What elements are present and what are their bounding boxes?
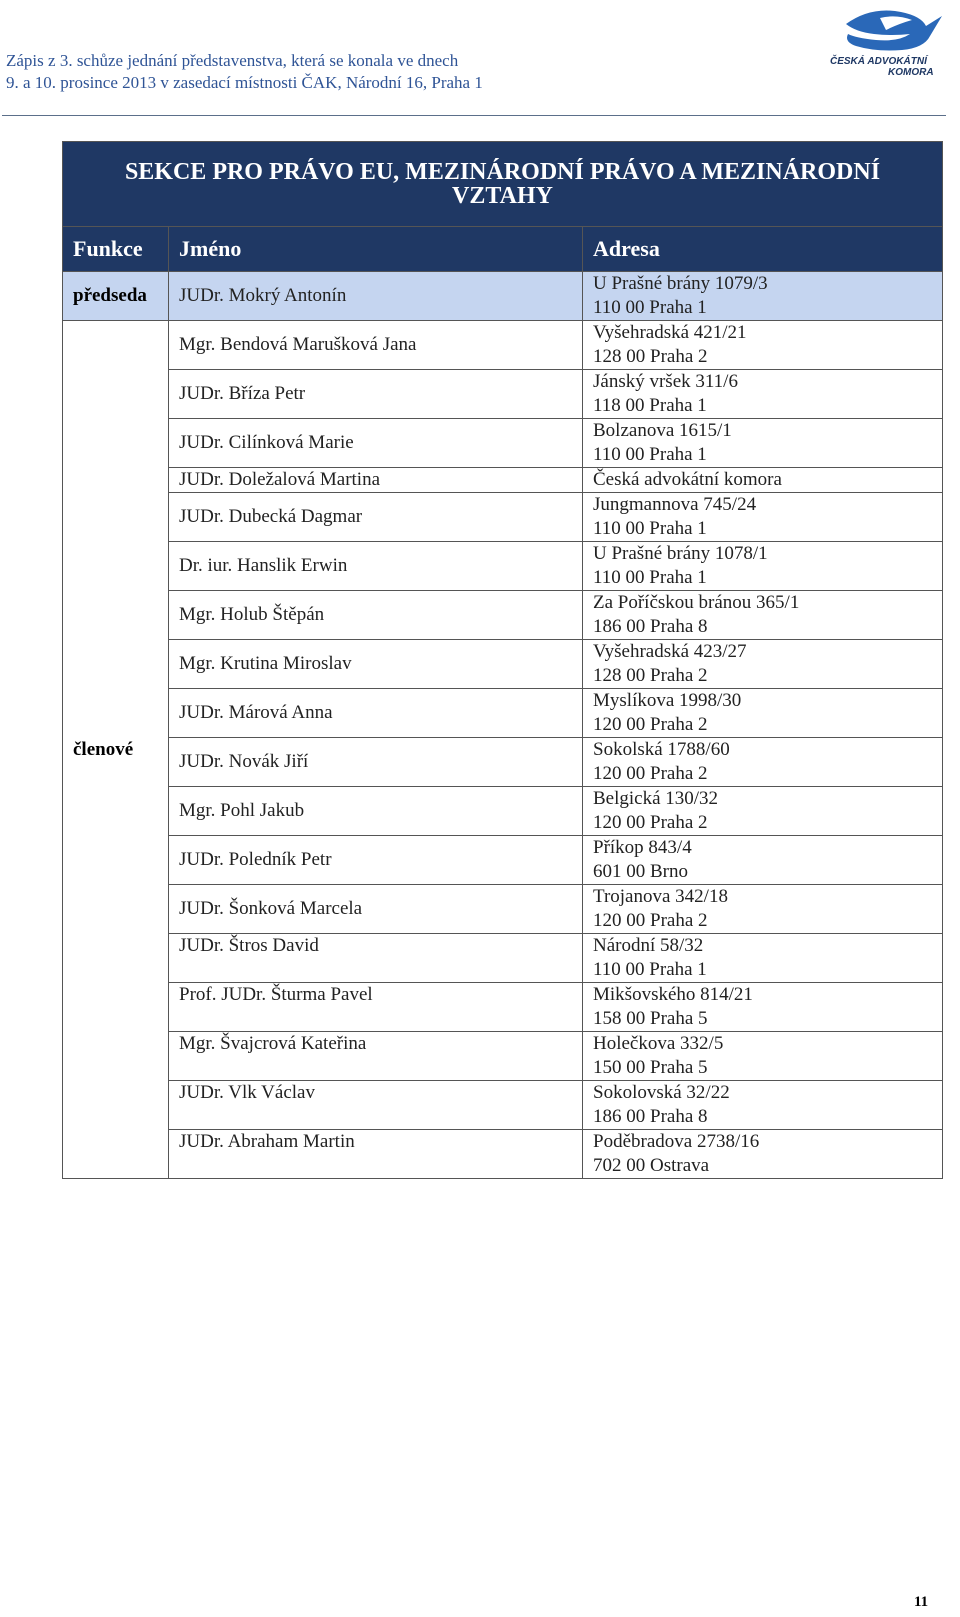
address-line: U Prašné brány 1078/1: [593, 543, 768, 564]
address-line: Sokolovská 32/22: [593, 1082, 730, 1103]
table-row: [63, 321, 943, 370]
address-cell: [583, 1081, 943, 1130]
address-line: 186 00 Praha 8: [593, 616, 708, 637]
name-cell: JUDr. Abraham Martin: [169, 1130, 583, 1179]
name-cell: Mgr. Švajcrová Kateřina: [169, 1032, 583, 1081]
name-cell: Dr. iur. Hanslik Erwin: [169, 542, 583, 591]
address-cell: [583, 272, 943, 321]
address-cell: [583, 370, 943, 419]
address-line: U Prašné brány 1079/3: [593, 273, 768, 294]
table-row: [63, 542, 943, 591]
name-cell: JUDr. Vlk Václav: [169, 1081, 583, 1130]
address-cell: [583, 468, 943, 493]
column-header-function: Funkce: [63, 227, 169, 272]
name-cell: JUDr. Doležalová Martina: [169, 468, 583, 493]
address-line: Vyšehradská 421/21: [593, 322, 747, 343]
table-row: [63, 591, 943, 640]
logo-text-2: KOMORA: [888, 67, 934, 78]
name-cell: JUDr. Dubecká Dagmar: [169, 493, 583, 542]
address-line: 158 00 Praha 5: [593, 1008, 708, 1029]
column-header-name: Jméno: [169, 227, 583, 272]
table-row: [63, 1130, 943, 1179]
name-cell: JUDr. Štros David: [169, 934, 583, 983]
function-cell: členové: [63, 321, 169, 1179]
address-line: 601 00 Brno: [593, 861, 688, 882]
address-cell: [583, 1130, 943, 1179]
address-line: 110 00 Praha 1: [593, 297, 707, 318]
address-line: 120 00 Praha 2: [593, 910, 708, 931]
table-row-chair: [63, 272, 943, 321]
address-line: 110 00 Praha 1: [593, 567, 707, 588]
table-row: [63, 370, 943, 419]
name-cell: JUDr. Mokrý Antonín: [169, 272, 583, 321]
address-line: Myslíkova 1998/30: [593, 690, 742, 711]
table-row: [63, 983, 943, 1032]
address-line: Vyšehradská 423/27: [593, 641, 747, 662]
address-line: Sokolská 1788/60: [593, 739, 730, 760]
table-row: [63, 1032, 943, 1081]
name-cell: JUDr. Cilínková Marie: [169, 419, 583, 468]
column-header-address: Adresa: [583, 227, 943, 272]
address-cell: [583, 321, 943, 370]
name-cell: Mgr. Bendová Marušková Jana: [169, 321, 583, 370]
address-cell: [583, 1032, 943, 1081]
address-line: 110 00 Praha 1: [593, 444, 707, 465]
logo-text-1: ČESKÁ ADVOKÁTNÍ: [830, 56, 927, 67]
address-cell: [583, 983, 943, 1032]
address-line: Jungmannova 745/24: [593, 494, 757, 515]
address-line: 118 00 Praha 1: [593, 395, 707, 416]
address-cell: [583, 542, 943, 591]
table-row: [63, 493, 943, 542]
cak-logo: [826, 4, 956, 84]
address-cell: [583, 738, 943, 787]
table-row: [63, 419, 943, 468]
table-title: SEKCE PRO PRÁVO EU, MEZINÁRODNÍ PRÁVO A MEZINÁRODNÍ VZTAHY: [63, 142, 943, 227]
name-cell: Mgr. Holub Štěpán: [169, 591, 583, 640]
address-line: 186 00 Praha 8: [593, 1106, 708, 1127]
table-row: [63, 689, 943, 738]
name-cell: JUDr. Novák Jiří: [169, 738, 583, 787]
name-cell: JUDr. Bříza Petr: [169, 370, 583, 419]
address-line: 150 00 Praha 5: [593, 1057, 708, 1078]
address-cell: [583, 419, 943, 468]
address-cell: [583, 640, 943, 689]
address-line: Česká advokátní komora: [593, 469, 782, 490]
address-line: Příkop 843/4: [593, 837, 692, 858]
address-line: 120 00 Praha 2: [593, 812, 708, 833]
table-row: [63, 885, 943, 934]
address-line: Trojanova 342/18: [593, 886, 728, 907]
table-row: [63, 836, 943, 885]
name-cell: JUDr. Šonková Marcela: [169, 885, 583, 934]
table-row: [63, 468, 943, 493]
address-line: Národní 58/32: [593, 935, 704, 956]
table-row: [63, 640, 943, 689]
address-line: Bolzanova 1615/1: [593, 420, 732, 441]
table-row: [63, 934, 943, 983]
header-line-2: 9. a 10. prosince 2013 v zasedací místnosti ČAK, Národní 16, Praha 1: [6, 73, 483, 92]
address-line: Holečkova 332/5: [593, 1033, 724, 1054]
address-line: 128 00 Praha 2: [593, 346, 708, 367]
name-cell: JUDr. Poledník Petr: [169, 836, 583, 885]
address-cell: [583, 787, 943, 836]
address-line: Poděbradova 2738/16: [593, 1131, 760, 1152]
address-cell: [583, 591, 943, 640]
header-line-1: Zápis z 3. schůze jednání představenstva, která se konala ve dnech: [6, 51, 459, 70]
address-line: 128 00 Praha 2: [593, 665, 708, 686]
table-row: [63, 738, 943, 787]
address-line: 110 00 Praha 1: [593, 518, 707, 539]
address-line: 120 00 Praha 2: [593, 763, 708, 784]
name-cell: Prof. JUDr. Šturma Pavel: [169, 983, 583, 1032]
address-line: Jánský vršek 311/6: [593, 371, 738, 392]
page-number: 11: [914, 1594, 929, 1610]
name-cell: Mgr. Pohl Jakub: [169, 787, 583, 836]
address-line: Belgická 130/32: [593, 788, 719, 809]
address-cell: [583, 885, 943, 934]
document-header: [6, 50, 483, 94]
table-body: [63, 272, 943, 1179]
header-divider: [2, 115, 946, 116]
address-line: Mikšovského 814/21: [593, 984, 753, 1005]
address-cell: [583, 493, 943, 542]
table-row: [63, 787, 943, 836]
table-row: [63, 1081, 943, 1130]
name-cell: Mgr. Krutina Miroslav: [169, 640, 583, 689]
address-line: Za Poříčskou bránou 365/1: [593, 592, 800, 613]
address-line: 702 00 Ostrava: [593, 1155, 710, 1176]
address-cell: [583, 689, 943, 738]
address-line: 110 00 Praha 1: [593, 959, 707, 980]
name-cell: JUDr. Márová Anna: [169, 689, 583, 738]
section-members-table: [62, 141, 943, 1179]
address-cell: [583, 934, 943, 983]
address-line: 120 00 Praha 2: [593, 714, 708, 735]
address-cell: [583, 836, 943, 885]
function-cell: předseda: [63, 272, 169, 321]
